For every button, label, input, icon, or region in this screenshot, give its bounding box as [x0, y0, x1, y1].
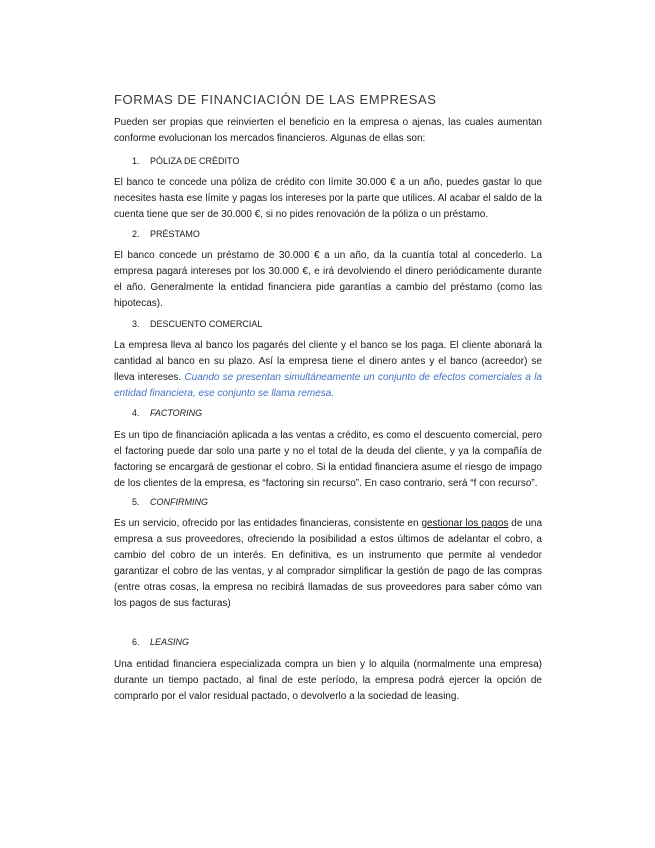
section-title: PRÉSTAMO [150, 229, 200, 239]
section-number: 2. [132, 229, 140, 239]
document-title: FORMAS DE FINANCIACIÓN DE LAS EMPRESAS [114, 92, 437, 107]
section-heading-descuento [132, 318, 262, 330]
section-body-prestamo: El banco concede un préstamo de 30.000 € a un año, da la cuantía total al concederlo. La empresa pagará intereses por los 30.000 €, e irá devolviendo el dinero periódicamente durante el año. Generalmente la entidad financiera pide garantías a cambio del préstamo (como las hipotecas). [114, 250, 542, 309]
section-title: LEASING [150, 637, 190, 647]
section-heading-prestamo [132, 228, 200, 240]
section-body-descuento [114, 338, 542, 402]
section-body-text: Es un servicio, ofrecido por las entidades financieras, consistente en [114, 518, 422, 529]
section-number: 5. [132, 497, 140, 507]
section-body-poliza: El banco te concede una póliza de crédito con límite 30.000 € a un año, puedes gastar lo que necesites hasta ese límite y pagas los intereses por la parte que utilices. Al acabar el saldo de la cuenta tiene que ser de 30.000 €, si no pides renovación de la póliza o un préstamo. [114, 177, 542, 220]
gestionar-pagos-link[interactable]: gestionar los pagos [421, 518, 509, 529]
section-number: 4. [132, 408, 140, 418]
intro-paragraph: Pueden ser propias que reinvierten el beneficio en la empresa o ajenas, las cuales aumentan conforme evolucionan los mercados financieros. Algunas de ellas son: [114, 117, 542, 144]
section-body-confirming [114, 516, 542, 612]
section-title: DESCUENTO COMERCIAL [150, 319, 263, 329]
section-body-text: de una empresa a sus proveedores, ofreciendo la posibilidad a estos últimos de adelantar el cobro, a cambio del cobro de un interés. En definitiva, es un instrumento que permite al vendedor garantizar el cobro de las ventas, y al comprador simplificar la gestión de pago de las compras (entre otras cosas, la empresa no recibirá llamadas de sus proveedores para saber cómo van los pagos de sus facturas) [114, 518, 543, 609]
section-heading-factoring [132, 407, 202, 419]
section-number: 3. [132, 319, 140, 329]
section-heading-poliza [132, 155, 239, 167]
section-number: 1. [132, 156, 140, 166]
section-number: 6. [132, 637, 140, 647]
section-title: PÓLIZA DE CRÉDITO [150, 156, 240, 166]
section-body-leasing: Una entidad financiera especializada compra un bien y lo alquila (normalmente una empresa) durante un tiempo pactado, al final de este período, la empresa podrá ejercer la opción de comprarlo por el valor residual pactado, o devolverlo a la sociedad de leasing. [114, 659, 542, 702]
section-title: CONFIRMING [150, 497, 208, 507]
section-heading-leasing [132, 636, 189, 648]
section-body-text: La empresa lleva al banco los pagarés del cliente y el banco se los paga. El cliente abonará la cantidad al banco en su plazo. Así la empresa tiene el dinero antes y el banco (acreedor) se lleva intereses. [114, 340, 542, 383]
section-body-factoring: Es un tipo de financiación aplicada a las ventas a crédito, es como el descuento comercial, pero el factoring puede dar solo una parte y no el total de la deuda del cliente, y ya la compañía de factoring se encargará de gestionar el cobro. Si la entidad financiera asume el riesgo de impago de los clientes de la empresa, es “factoring sin recurso”. En caso contrario, será “f con recurso”. [114, 430, 542, 489]
section-body-note: Cuando se presentan simultáneamente un conjunto de efectos comerciales a la entidad financiera, ese conjunto se llama remesa. [114, 372, 542, 399]
section-title: FACTORING [150, 408, 203, 418]
section-heading-confirming [132, 496, 208, 508]
